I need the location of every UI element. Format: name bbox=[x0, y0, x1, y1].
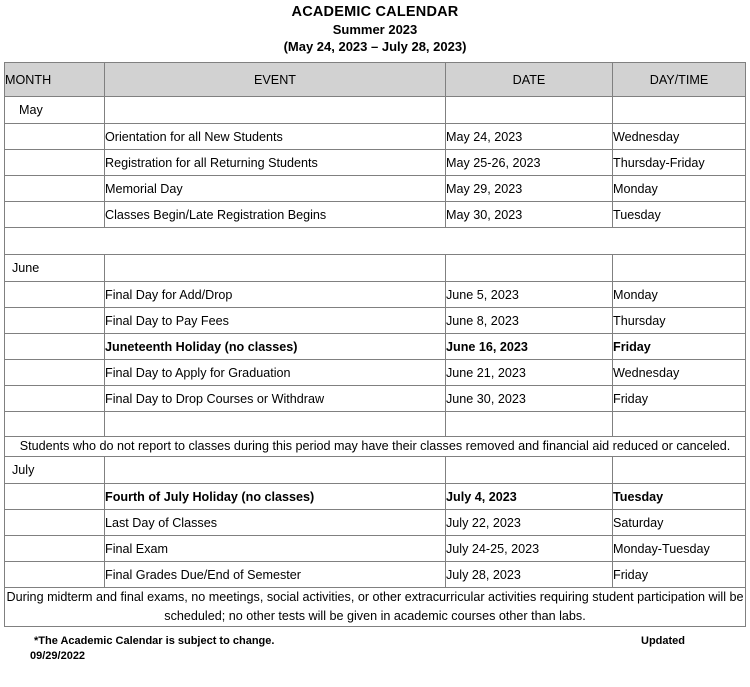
footer-updated-date: 09/29/2022 bbox=[30, 650, 86, 662]
row-month-cell bbox=[5, 484, 105, 510]
row-date: June 8, 2023 bbox=[446, 308, 613, 334]
row-event: Classes Begin/Late Registration Begins bbox=[105, 202, 446, 228]
spacer-cell bbox=[105, 412, 446, 437]
row-date: July 28, 2023 bbox=[446, 562, 613, 588]
footer-updated-label: Updated bbox=[641, 635, 685, 647]
month-label-may: May bbox=[5, 97, 105, 124]
row-month-cell bbox=[5, 386, 105, 412]
row-date: June 21, 2023 bbox=[446, 360, 613, 386]
month-row-july-date-cell bbox=[446, 457, 613, 484]
spacer-cell bbox=[446, 412, 613, 437]
row-event: Final Day for Add/Drop bbox=[105, 282, 446, 308]
spacer-row bbox=[5, 228, 746, 255]
spacer-cell bbox=[613, 412, 746, 437]
table-row bbox=[5, 510, 746, 536]
month-row-may-day-cell bbox=[613, 97, 746, 124]
month-row-june-day-cell bbox=[613, 255, 746, 282]
row-month-cell bbox=[5, 510, 105, 536]
month-row-may bbox=[5, 97, 746, 124]
row-day-time: Thursday-Friday bbox=[613, 150, 746, 176]
row-date: May 29, 2023 bbox=[446, 176, 613, 202]
column-header-event: EVENT bbox=[105, 63, 446, 97]
notice-row-attendance bbox=[5, 437, 746, 457]
row-month-cell bbox=[5, 202, 105, 228]
row-date: June 16, 2023 bbox=[446, 334, 613, 360]
page-subtitle-term: Summer 2023 bbox=[332, 22, 418, 37]
column-header-month: MONTH bbox=[5, 63, 105, 97]
row-day-time: Thursday bbox=[613, 308, 746, 334]
row-date: May 25-26, 2023 bbox=[446, 150, 613, 176]
table-row bbox=[5, 202, 746, 228]
table-row-holiday bbox=[5, 484, 746, 510]
row-month-cell bbox=[5, 562, 105, 588]
row-event: Last Day of Classes bbox=[105, 510, 446, 536]
row-day-time: Friday bbox=[613, 334, 746, 360]
spacer-cell bbox=[5, 228, 746, 255]
academic-calendar-table bbox=[4, 62, 746, 627]
month-row-june bbox=[5, 255, 746, 282]
row-event: Fourth of July Holiday (no classes) bbox=[105, 484, 446, 510]
row-date: June 30, 2023 bbox=[446, 386, 613, 412]
table-row-holiday bbox=[5, 334, 746, 360]
row-day-time: Monday bbox=[613, 282, 746, 308]
row-day-time: Monday-Tuesday bbox=[613, 536, 746, 562]
row-month-cell bbox=[5, 360, 105, 386]
month-row-may-event-cell bbox=[105, 97, 446, 124]
month-label-june: June bbox=[5, 255, 105, 282]
month-row-july-event-cell bbox=[105, 457, 446, 484]
row-event: Final Day to Pay Fees bbox=[105, 308, 446, 334]
month-row-july-day-cell bbox=[613, 457, 746, 484]
row-event: Final Day to Drop Courses or Withdraw bbox=[105, 386, 446, 412]
row-event: Final Exam bbox=[105, 536, 446, 562]
row-day-time: Saturday bbox=[613, 510, 746, 536]
row-date: July 4, 2023 bbox=[446, 484, 613, 510]
row-date: June 5, 2023 bbox=[446, 282, 613, 308]
exams-notice-text: During midterm and final exams, no meetings, social activities, or other extracurricular activities requiring student participation will be scheduled; no other tests will be given in academic courses other than labs. bbox=[5, 588, 746, 627]
page-title: ACADEMIC CALENDAR bbox=[291, 4, 459, 20]
attendance-notice-text: Students who do not report to classes during this period may have their classes removed and financial aid reduced or canceled. bbox=[5, 437, 746, 457]
notice-row-exams bbox=[5, 588, 746, 627]
row-month-cell bbox=[5, 308, 105, 334]
row-month-cell bbox=[5, 334, 105, 360]
row-month-cell bbox=[5, 176, 105, 202]
row-day-time: Tuesday bbox=[613, 202, 746, 228]
row-date: July 24-25, 2023 bbox=[446, 536, 613, 562]
row-month-cell bbox=[5, 282, 105, 308]
row-date: May 24, 2023 bbox=[446, 124, 613, 150]
row-day-time: Wednesday bbox=[613, 124, 746, 150]
table-row bbox=[5, 536, 746, 562]
page-subtitle-date-range: (May 24, 2023 – July 28, 2023) bbox=[283, 39, 467, 54]
month-row-june-event-cell bbox=[105, 255, 446, 282]
column-header-date: DATE bbox=[446, 63, 613, 97]
row-day-time: Wednesday bbox=[613, 360, 746, 386]
footer-disclaimer: *The Academic Calendar is subject to change. bbox=[34, 635, 275, 647]
table-row bbox=[5, 124, 746, 150]
row-event: Registration for all Returning Students bbox=[105, 150, 446, 176]
row-date: July 22, 2023 bbox=[446, 510, 613, 536]
calendar-table-wrapper bbox=[0, 62, 750, 627]
row-day-time: Monday bbox=[613, 176, 746, 202]
column-header-day-time: DAY/TIME bbox=[613, 63, 746, 97]
row-day-time: Friday bbox=[613, 386, 746, 412]
row-month-cell bbox=[5, 124, 105, 150]
row-event: Orientation for all New Students bbox=[105, 124, 446, 150]
month-row-july bbox=[5, 457, 746, 484]
row-month-cell bbox=[5, 150, 105, 176]
table-row bbox=[5, 360, 746, 386]
spacer-row bbox=[5, 412, 746, 437]
spacer-cell bbox=[5, 412, 105, 437]
table-row bbox=[5, 562, 746, 588]
row-date: May 30, 2023 bbox=[446, 202, 613, 228]
month-row-may-date-cell bbox=[446, 97, 613, 124]
table-row bbox=[5, 308, 746, 334]
table-header-row bbox=[5, 63, 746, 97]
page-title-block bbox=[0, 0, 750, 55]
row-event: Final Day to Apply for Graduation bbox=[105, 360, 446, 386]
row-event: Memorial Day bbox=[105, 176, 446, 202]
table-row bbox=[5, 176, 746, 202]
row-day-time: Tuesday bbox=[613, 484, 746, 510]
table-row bbox=[5, 150, 746, 176]
page-footer bbox=[0, 627, 750, 664]
month-label-july: July bbox=[5, 457, 105, 484]
table-row bbox=[5, 282, 746, 308]
row-event: Final Grades Due/End of Semester bbox=[105, 562, 446, 588]
row-day-time: Friday bbox=[613, 562, 746, 588]
row-month-cell bbox=[5, 536, 105, 562]
row-event: Juneteenth Holiday (no classes) bbox=[105, 334, 446, 360]
month-row-june-date-cell bbox=[446, 255, 613, 282]
table-row bbox=[5, 386, 746, 412]
